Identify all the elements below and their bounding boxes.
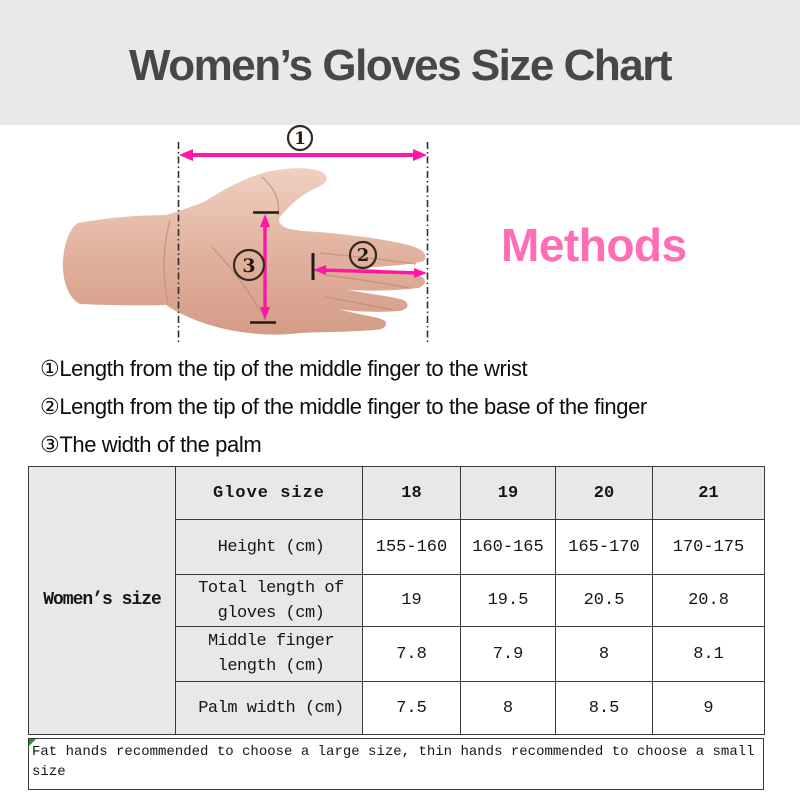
size-column-header: 21	[653, 467, 765, 520]
size-table-section	[28, 466, 764, 735]
note-palm-width: ③The width of the palm	[40, 432, 262, 457]
size-column-header: 20	[556, 467, 653, 520]
glove-size-header: Glove size	[176, 467, 363, 520]
arrow-hand-length	[179, 149, 427, 161]
size-column-header: 19	[461, 467, 556, 520]
table-cell: 20.5	[556, 575, 653, 627]
table-cell: 165-170	[556, 520, 653, 575]
table-row	[29, 467, 765, 520]
row-label-height: Height (cm)	[176, 520, 363, 575]
page-title: Women’s Gloves Size Chart	[129, 40, 671, 90]
note-finger-length: ②Length from the tip of the middle finger to the base of the finger	[40, 394, 647, 419]
row-label-palm-width: Palm width (cm)	[176, 682, 363, 735]
table-cell: 8	[461, 682, 556, 735]
hand-measurement-diagram	[0, 125, 800, 345]
table-cell: 160-165	[461, 520, 556, 575]
row-label-middle-finger: Middle finger length (cm)	[176, 627, 363, 682]
note-hand-length: ①Length from the tip of the middle finger to the wrist	[40, 356, 528, 381]
table-cell: 19	[363, 575, 461, 627]
marker-1-number: 1	[294, 129, 306, 149]
marker-3-number: 3	[242, 255, 256, 277]
table-cell: 19.5	[461, 575, 556, 627]
measurement-notes	[0, 345, 800, 464]
womens-size-table	[28, 466, 765, 735]
table-cell: 7.5	[363, 682, 461, 735]
marker-1-badge	[288, 126, 312, 150]
row-group-label: Women’s size	[29, 467, 176, 735]
table-cell: 9	[653, 682, 765, 735]
table-cell: 170-175	[653, 520, 765, 575]
table-cell: 7.9	[461, 627, 556, 682]
marker-2-number: 2	[356, 245, 370, 266]
table-cell: 7.8	[363, 627, 461, 682]
footnote-text: Fat hands recommended to choose a large size, thin hands recommended to choose a small size	[32, 744, 755, 780]
table-cell: 8	[556, 627, 653, 682]
cell-corner-flag-icon	[29, 739, 36, 746]
table-cell: 8.5	[556, 682, 653, 735]
table-cell: 8.1	[653, 627, 765, 682]
size-advice-footnote	[28, 738, 764, 790]
table-cell: 155-160	[363, 520, 461, 575]
title-band	[0, 0, 800, 125]
row-label-total-length: Total length of gloves (cm)	[176, 575, 363, 627]
size-column-header: 18	[363, 467, 461, 520]
methods-heading: Methods	[501, 219, 687, 271]
table-cell: 20.8	[653, 575, 765, 627]
